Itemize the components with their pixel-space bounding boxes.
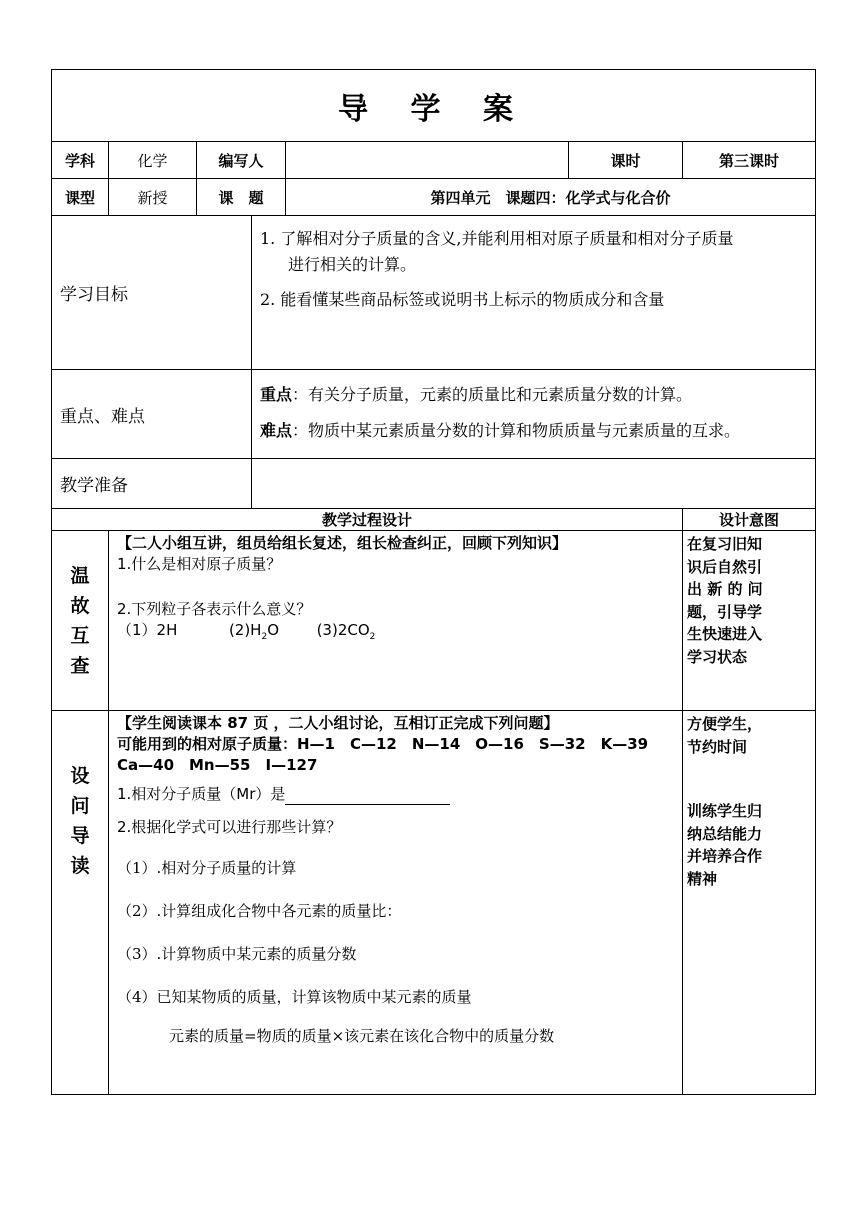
difficult-point-text: ：物质中某元素质量分数的计算和物质质量与元素质量的互求。 xyxy=(292,420,741,440)
intent-heading: 设计意图 xyxy=(683,509,816,531)
calc-item-2: （2）.计算组成化合物中各元素的质量比： xyxy=(117,902,402,920)
calc-item-3: （3）.计算物质中某元素的质量分数 xyxy=(117,945,357,963)
author-value xyxy=(286,142,569,179)
answer-blank[interactable] xyxy=(285,790,450,805)
objective-1: 1. 了解相对分子质量的含义,并能利用相对原子质量和相对分子质量 xyxy=(260,229,734,248)
reading-char-1: 设 xyxy=(70,765,90,787)
review-intent: 在复习旧知 识后自然引 出 新 的 问 题，引导学 生快速进入 学习状态 xyxy=(683,531,816,711)
reading-instruction: 【学生阅读课本 87 页 ，二人小组讨论，互相订正完成下列问题】 xyxy=(117,714,559,732)
keypoints-content xyxy=(252,370,816,459)
key-point xyxy=(260,382,807,408)
review-question-2: 2.下列粒子各表示什么意义？ xyxy=(117,600,312,618)
calc-item-4: （4）已知某物质的质量，计算该物质中某元素的质量 xyxy=(117,988,472,1006)
lesson-plan-table xyxy=(51,69,816,1095)
element-mass-formula: 元素的质量=物质的质量×该元素在该化合物中的质量分数 xyxy=(169,1027,555,1045)
atomic-masses-line-2: Ca—40 Mn—55 I—127 xyxy=(117,756,318,774)
type-label: 课型 xyxy=(52,179,109,216)
subject-value: 化学 xyxy=(109,142,197,179)
review-char-1: 温 xyxy=(70,564,90,587)
page-title: 导 学 案 xyxy=(52,70,816,142)
review-instruction: 【二人小组互讲，组员给组长复述，组长检查纠正，回顾下列知识】 xyxy=(117,534,568,552)
objectives-label: 学习目标 xyxy=(52,216,252,370)
reading-char-2: 问 xyxy=(70,795,90,817)
calc-item-1: （1）.相对分子质量的计算 xyxy=(117,859,297,877)
review-char-2: 故 xyxy=(70,594,90,617)
difficult-point-label: 难点 xyxy=(260,420,293,440)
topic-label: 课 题 xyxy=(197,179,286,216)
key-point-label: 重点 xyxy=(260,385,293,404)
prep-value xyxy=(252,459,816,509)
lesson-plan-page xyxy=(51,69,815,1095)
reading-label xyxy=(52,711,109,1095)
objective-2: 2. 能看懂某些商品标签或说明书上标示的物质成分和含量 xyxy=(260,290,665,310)
reading-char-4: 读 xyxy=(70,855,90,877)
reading-content xyxy=(109,711,683,1095)
reading-question-1: 1.相对分子质量（Mr）是 xyxy=(117,784,674,805)
objective-1-continued: 进行相关的计算。 xyxy=(288,254,417,274)
objectives-content xyxy=(252,216,816,370)
reading-intent: 方便学生， 节约时间 训练学生归 纳总结能力 并培养合作 精神 xyxy=(683,711,816,1095)
keypoints-label: 重点、难点 xyxy=(52,370,252,459)
prep-label: 教学准备 xyxy=(52,459,252,509)
item-2co2: $(3)2CO_2$ xyxy=(316,621,376,642)
item-2h: （1）2H xyxy=(117,621,178,639)
period-value: 第三课时 xyxy=(683,142,816,179)
subject-label: 学科 xyxy=(52,142,109,179)
review-label xyxy=(52,531,109,711)
reading-char-3: 导 xyxy=(70,825,90,847)
period-label: 课时 xyxy=(569,142,683,179)
review-question-1: 1.什么是相对原子质量？ xyxy=(117,555,282,573)
topic-value: 第四单元 课题四：化学式与化合价 xyxy=(286,179,816,216)
item-h2o: $(2)H_2O$ xyxy=(228,621,280,642)
reading-question-2: 2.根据化学式可以进行那些计算？ xyxy=(117,818,342,836)
review-char-4: 查 xyxy=(70,654,90,677)
difficult-point xyxy=(260,418,807,444)
type-value: 新授 xyxy=(109,179,197,216)
atomic-masses-line-1: 可能用到的相对原子质量：H—1 C—12 N—14 O—16 S—32 K—39 xyxy=(117,735,649,753)
author-label: 编写人 xyxy=(197,142,286,179)
review-char-3: 互 xyxy=(70,624,90,647)
process-heading: 教学过程设计 xyxy=(52,509,683,531)
key-point-text: ：有关分子质量，元素的质量比和元素质量分数的计算。 xyxy=(292,385,693,404)
review-items xyxy=(117,620,674,644)
review-content xyxy=(109,531,683,711)
